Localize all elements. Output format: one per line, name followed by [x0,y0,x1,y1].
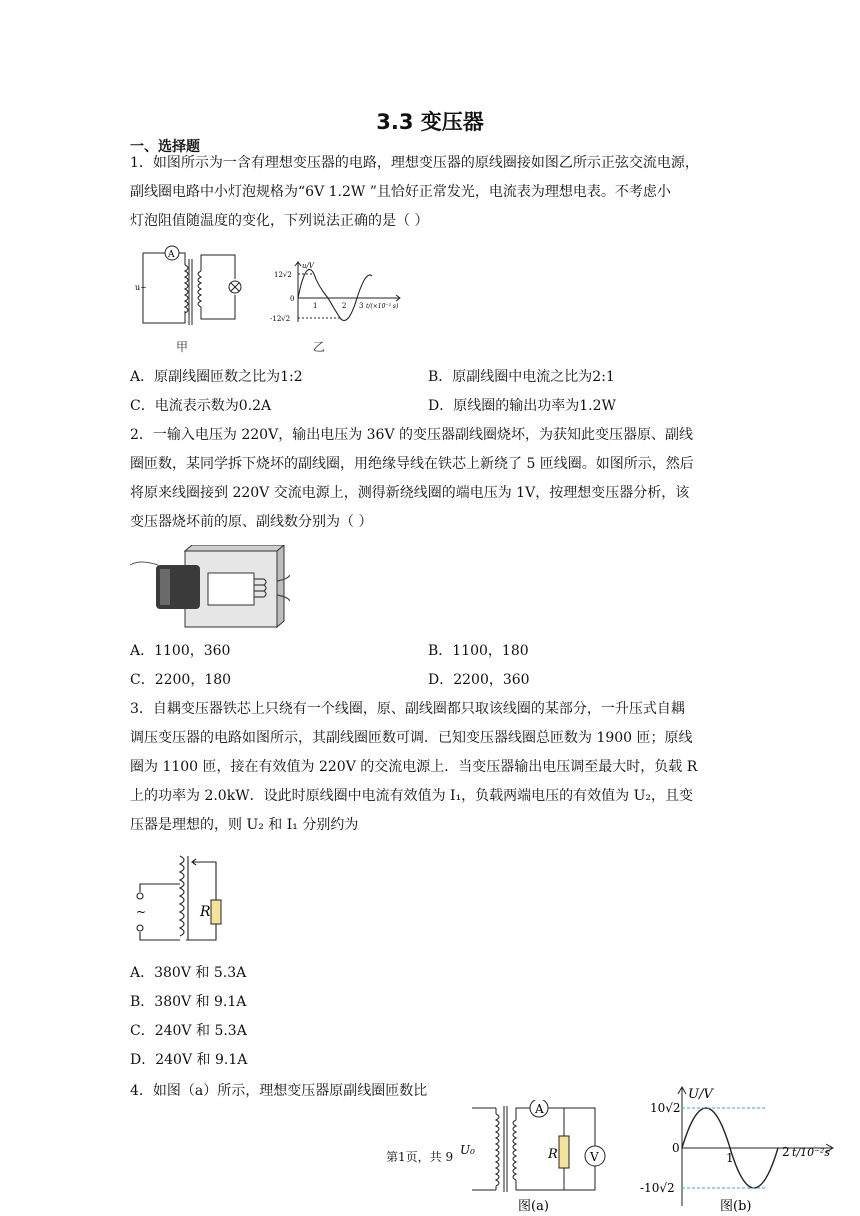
q1-option-a: A．原副线圈匝数之比为1:2 [130,369,303,385]
q1-fig-right-caption: 乙 [313,340,326,354]
resistor-label: R [548,1147,558,1162]
u0-label: U₀ [460,1143,475,1157]
q1-fig-left-caption: 甲 [176,340,189,354]
q3-option-b: B．380V 和 9.1A [130,994,247,1010]
q1-line-1: 1．如图所示为一含有理想变压器的电路，理想变压器的原线圈接如图乙所示正弦交流电源， [130,155,699,171]
q2-option-a: A．1100，360 [130,643,231,659]
fig-b-ymin: -10√2 [640,1181,675,1195]
q1-graph-xtick-1: 1 [313,302,318,310]
q2-line-4: 变压器烧坏前的原、副线数分别为（ ） [130,514,373,530]
q4-line-1: 4．如图（a）所示，理想变压器原副线圈匝数比 [130,1083,428,1099]
q1-graph-ymin: -12√2 [270,315,291,323]
q3-option-a: A．380V 和 5.3A [130,965,247,981]
q1-graph-xtick-2: 2 [342,302,347,310]
q4-circuit-a [460,1100,620,1216]
q2-line-3: 将原来线圈接到 220V 交流电源上，测得新绕线圈的端电压为 1V，按理想变压器分析，该 [130,485,690,501]
resistor-label: R [200,904,211,920]
q2-line-2: 圈匝数，某同学拆下烧坏的副线圈，用绝缘导线在铁芯上新绕了 5 匝线圈。如图所示，然后 [130,456,694,472]
q1-graph-xlabel: t/(×10⁻² s) [366,303,399,310]
q3-line-4: 上的功率为 2.0kW．设此时原线圈中电流有效值为 I₁，负载两端电压的有效值为 U₂，且变 [130,788,694,804]
fig-b-xlabel: t/10⁻²s [792,1146,830,1159]
fig-b-xtick-1: 1 [726,1151,734,1165]
q3-option-c: C．240V 和 5.3A [130,1023,247,1039]
q3-option-d: D．240V 和 9.1A [130,1052,248,1068]
ammeter-label: A [168,250,175,260]
voltmeter-label: V [590,1150,599,1164]
section-heading: 一、选择题 [130,139,200,155]
resistor-icon [559,1136,569,1168]
fig-b-ymax: 10√2 [650,1101,681,1115]
resistor-icon [211,900,221,924]
ammeter-label: A [535,1102,544,1116]
page-title: 3.3 变压器 [376,110,484,134]
primary-coil-block [156,565,200,609]
fig-a-caption: 图(a) [518,1199,549,1214]
q1-graph-origin: 0 [290,295,295,303]
page-footer: 第1页，共 9 [386,1150,454,1164]
q1-line-3: 灯泡阻值随温度的变化，下列说法正确的是（ ） [130,213,429,229]
q2-line-1: 2．一输入电压为 220V，输出电压为 36V 的变压器副线圈烧坏，为获知此变压器原、副线 [130,427,694,443]
primary-coil-icon [185,265,188,313]
source-label: u~ [135,283,147,292]
q1-graph-ymax: 12√2 [274,271,292,279]
q2-option-d: D．2200，360 [428,672,530,688]
q1-voltage-graph [268,256,408,326]
q3-line-5: 压器是理想的，则 U₂ 和 I₁ 分别约为 [130,817,359,833]
q1-option-b: B．原副线圈中电流之比为2:1 [428,369,615,385]
q2-transformer-image [130,545,290,630]
q1-circuit-diagram [135,245,250,330]
source-label: ~ [136,905,147,919]
q1-graph-xtick-3: 3 [359,302,364,310]
fig-b-xtick-2: 2 [782,1145,790,1159]
q2-option-b: B．1100，180 [428,643,529,659]
secondary-coil-icon [198,271,201,307]
q3-line-3: 圈为 1100 匝，接在有效值为 220V 的交流电源上．当变压器输出电压调至最大时，负载 R [130,759,698,775]
q1-option-c: C．电流表示数为0.2A [130,398,272,414]
q4-voltage-graph-b [636,1084,836,1216]
q1-graph-ylabel: u/V [302,262,314,270]
q3-autotransformer-circuit [130,848,230,948]
autotransformer-coil-icon [180,856,184,936]
q3-line-1: 3．自耦变压器铁芯上只绕有一个线圈，原、副线圈都只取该线圈的某部分，一升压式自耦 [130,701,685,717]
q3-line-2: 调压变压器的电路如图所示，其副线圈匝数可调．已知变压器线圈总匝数为 1900 匝；原线 [130,730,693,746]
q1-line-2: 副线圈电路中小灯泡规格为“6V 1.2W ”且恰好正常发光，电流表为理想电表。不考虑小 [130,184,671,200]
fig-b-origin: 0 [672,1141,680,1155]
q2-option-c: C．2200，180 [130,672,232,688]
q1-option-d: D．原线圈的输出功率为1.2W [428,398,616,414]
fig-b-caption: 图(b) [720,1199,752,1214]
fig-b-ylabel: U/V [688,1087,713,1102]
